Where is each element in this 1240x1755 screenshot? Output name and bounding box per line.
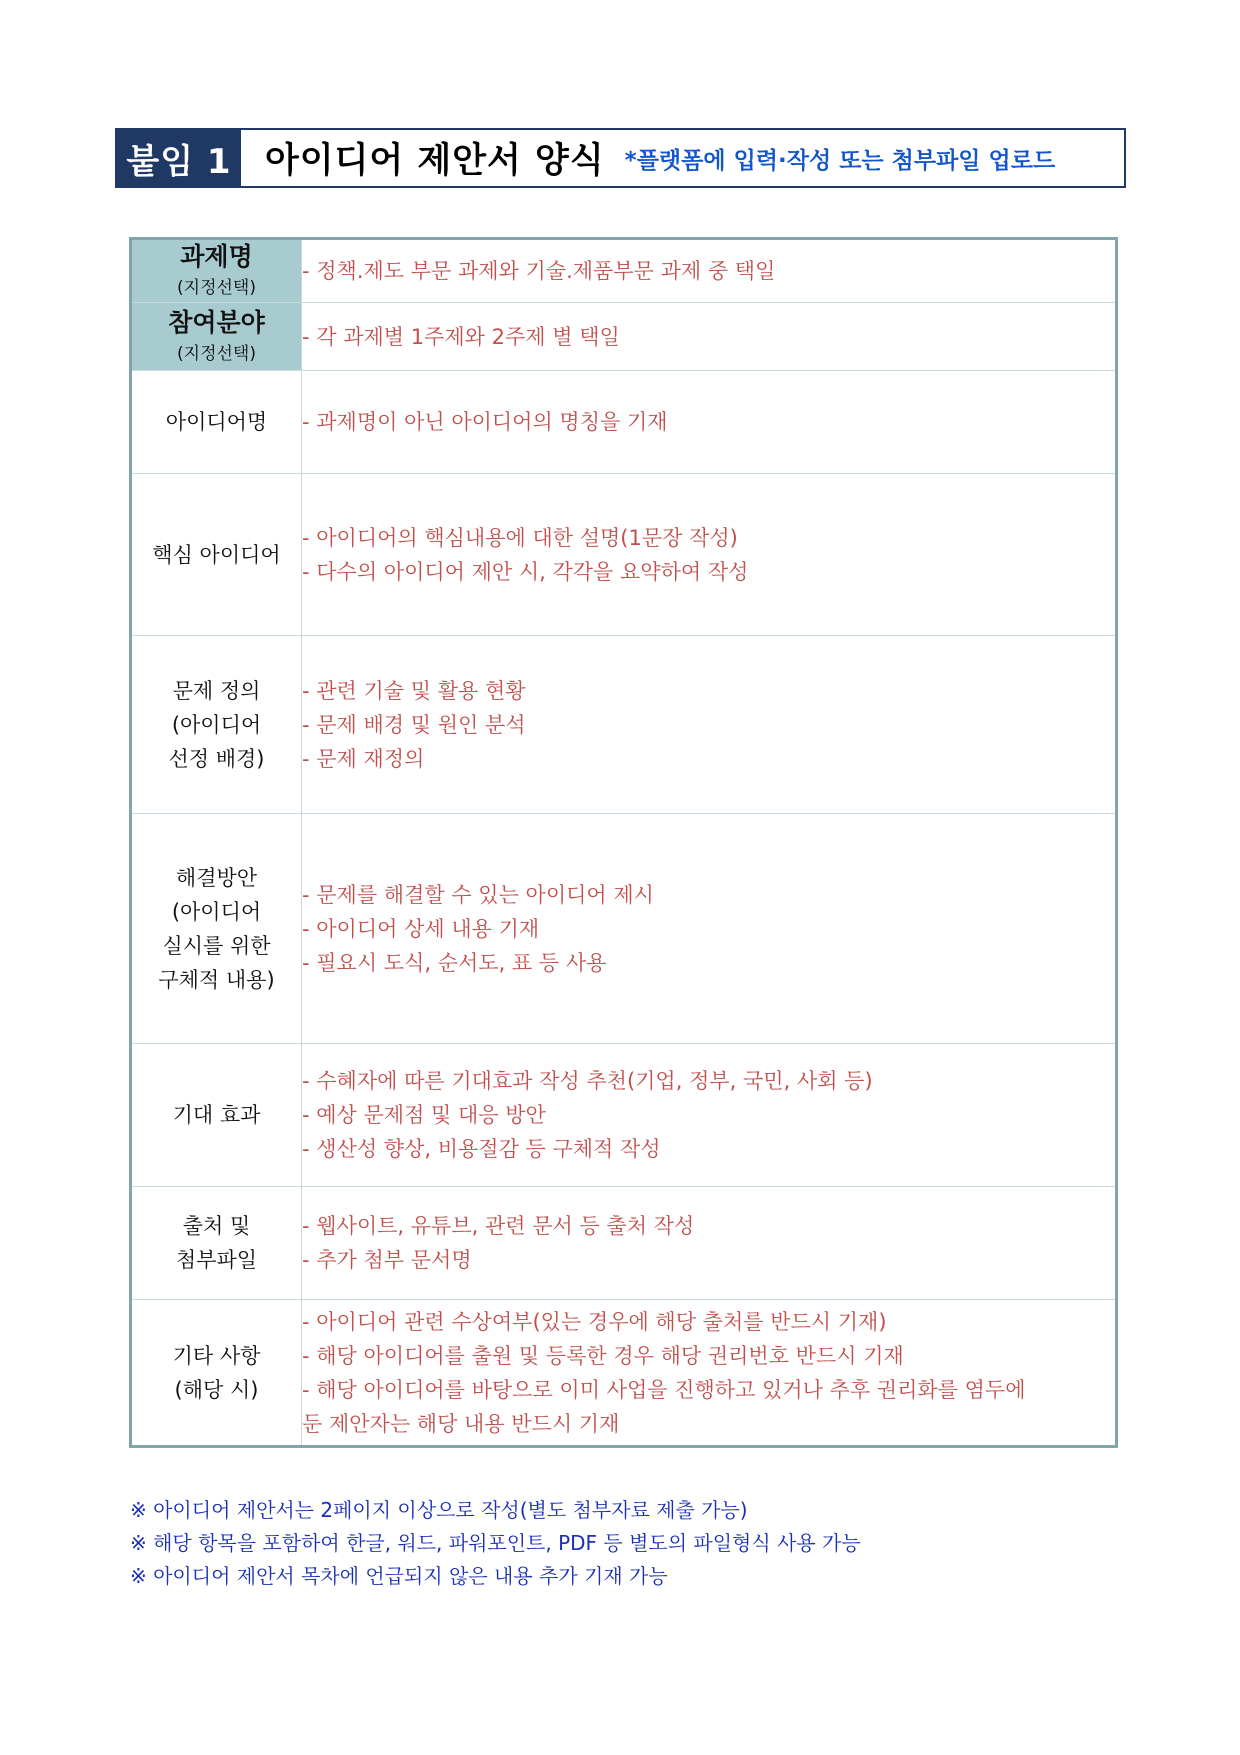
label-other-matters: 기타 사항 (해당 시) bbox=[131, 1300, 302, 1447]
title-area bbox=[241, 130, 1055, 186]
document-title: 아이디어 제안서 양식 bbox=[265, 141, 605, 181]
content-solution[interactable]: - 문제를 해결할 수 있는 아이디어 제시 - 아이디어 상세 내용 기재 - 필요시 도식, 순서도, 표 등 사용 bbox=[302, 814, 1117, 1044]
label-idea-name: 아이디어명 bbox=[131, 371, 302, 474]
form-row-participation-field bbox=[131, 303, 1117, 371]
label-sources-attachments: 출처 및 첨부파일 bbox=[131, 1187, 302, 1300]
content-participation-field[interactable]: - 각 과제별 1주제와 2주제 별 택일 bbox=[302, 303, 1117, 371]
form-row-core-idea bbox=[131, 474, 1117, 636]
footnote-item: ※ 아이디어 제안서는 2페이지 이상으로 작성(별도 첨부자료 제출 가능) bbox=[130, 1498, 748, 1522]
label-core-idea: 핵심 아이디어 bbox=[131, 474, 302, 636]
form-row-other-matters bbox=[131, 1300, 1117, 1447]
label-solution: 해결방안 (아이디어 실시를 위한 구체적 내용) bbox=[131, 814, 302, 1044]
submission-note: *플랫폼에 입력·작성 또는 첨부파일 업로드 bbox=[624, 147, 1056, 174]
content-expected-effect[interactable]: - 수혜자에 따른 기대효과 작성 추천(기업, 정부, 국민, 사회 등) - 예상 문제점 및 대응 방안 - 생산성 향상, 비용절감 등 구체적 작성 bbox=[302, 1044, 1117, 1187]
form-row-expected-effect bbox=[131, 1044, 1117, 1187]
footnote-item: ※ 해당 항목을 포함하여 한글, 워드, 파워포인트, PDF 등 별도의 파일형식 사용 가능 bbox=[130, 1531, 861, 1555]
label-task-name: 과제명 (지정선택) bbox=[131, 239, 302, 303]
content-core-idea[interactable]: - 아이디어의 핵심내용에 대한 설명(1문장 작성) - 다수의 아이디어 제안 시, 각각을 요약하여 작성 bbox=[302, 474, 1117, 636]
footnote-item: ※ 아이디어 제안서 목차에 언급되지 않은 내용 추가 기재 가능 bbox=[130, 1564, 668, 1588]
label-expected-effect: 기대 효과 bbox=[131, 1044, 302, 1187]
label-problem-definition: 문제 정의 (아이디어 선정 배경) bbox=[131, 636, 302, 814]
proposal-form-table bbox=[129, 237, 1118, 1448]
form-row-sources-attachments bbox=[131, 1187, 1117, 1300]
content-task-name[interactable]: - 정책.제도 부문 과제와 기술.제품부문 과제 중 택일 bbox=[302, 239, 1117, 303]
form-row-problem-definition bbox=[131, 636, 1117, 814]
attachment-badge: 붙임 1 bbox=[117, 130, 241, 186]
content-problem-definition[interactable]: - 관련 기술 및 활용 현황 - 문제 배경 및 원인 분석 - 문제 재정의 bbox=[302, 636, 1117, 814]
content-other-matters[interactable]: - 아이디어 관련 수상여부(있는 경우에 해당 출처를 반드시 기재) - 해당 아이디어를 출원 및 등록한 경우 해당 권리번호 반드시 기재 - 해당 아이디어를 바탕으로 이미 사업을 진행하고 있거나 추후 권리화를 염두에 둔 제안자는 해당 내용 반드시 기재 bbox=[302, 1300, 1117, 1447]
form-row-solution bbox=[131, 814, 1117, 1044]
label-participation-field: 참여분야 (지정선택) bbox=[131, 303, 302, 371]
form-row-idea-name bbox=[131, 371, 1117, 474]
footnotes bbox=[130, 1494, 1110, 1593]
document-title-bar bbox=[115, 128, 1126, 188]
form-row-task-name bbox=[131, 239, 1117, 303]
content-sources-attachments[interactable]: - 웹사이트, 유튜브, 관련 문서 등 출처 작성 - 추가 첨부 문서명 bbox=[302, 1187, 1117, 1300]
content-idea-name[interactable]: - 과제명이 아닌 아이디어의 명칭을 기재 bbox=[302, 371, 1117, 474]
